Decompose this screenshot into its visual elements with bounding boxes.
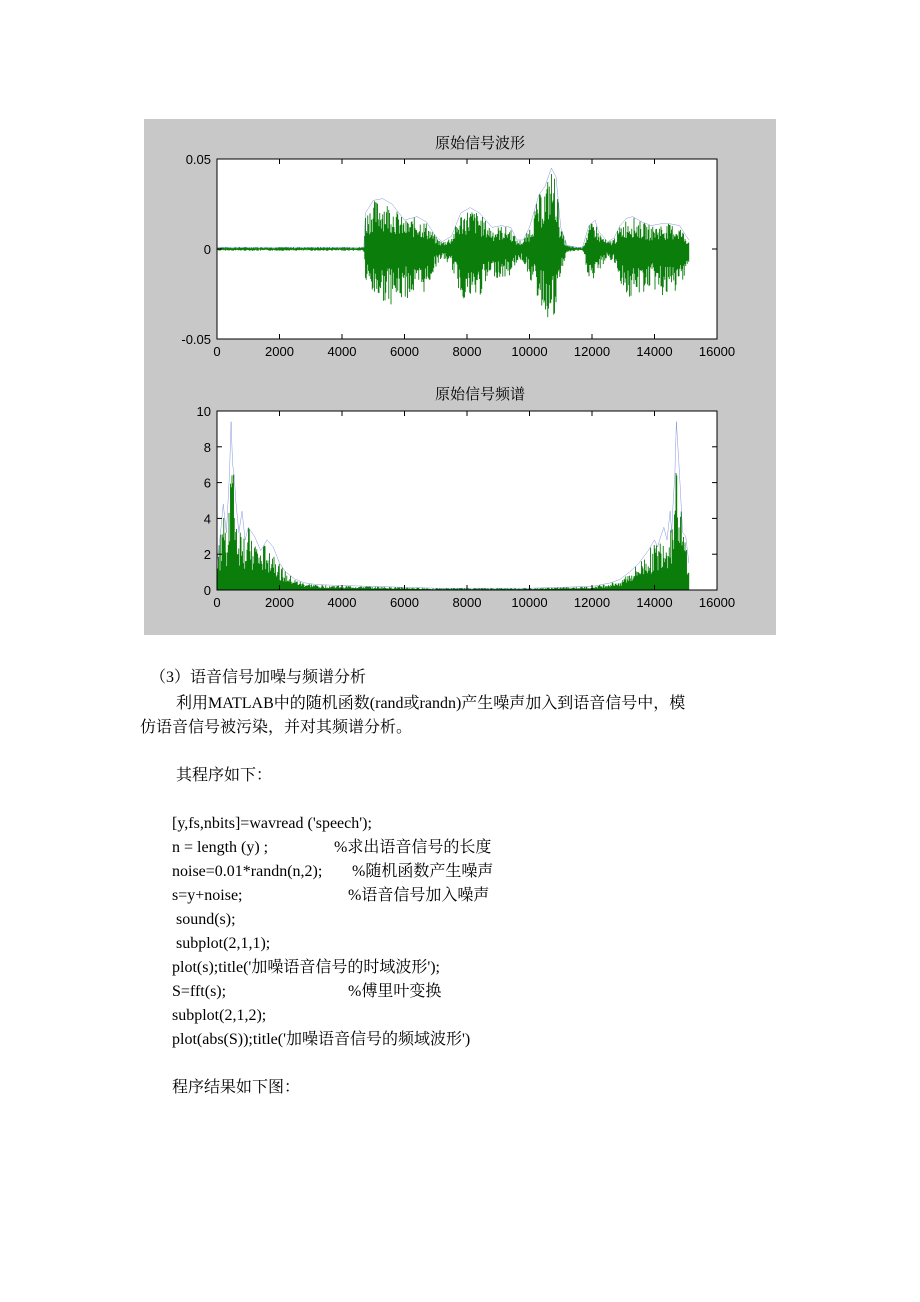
y-tick-label: 8 [203, 439, 211, 455]
matlab-figure [144, 119, 776, 635]
x-tick-label: 12000 [573, 344, 611, 359]
x-tick-label: 12000 [573, 595, 611, 610]
y-tick-label: 4 [203, 511, 211, 527]
code-line [172, 982, 470, 1006]
y-tick-label: 10 [196, 404, 211, 419]
code-text: S=fft(s); [172, 983, 227, 1000]
y-tick-label: 0.05 [185, 152, 211, 167]
code-text: plot(abs(S));title('加噪语音信号的频域波形') [172, 1031, 471, 1048]
y-tick-label: -0.05 [181, 332, 211, 347]
program-intro: 其程序如下： [176, 767, 273, 784]
x-tick-label: 6000 [390, 344, 419, 359]
code-comment: %傅里叶变换 [348, 983, 442, 1000]
x-tick-label: 14000 [636, 595, 673, 610]
code-line [172, 886, 490, 910]
code-line [172, 838, 492, 862]
waveform-subplot [181, 134, 735, 359]
x-tick-label: 0 [213, 344, 221, 359]
code-line [172, 910, 470, 934]
x-tick-label: 10000 [511, 595, 548, 610]
code-text: [y,fs,nbits]=wavread ('speech'); [172, 815, 372, 832]
code-line [172, 1006, 470, 1030]
chart-title: 原始信号波形 [434, 134, 526, 152]
y-tick-label: 2 [203, 547, 211, 563]
code-line [172, 814, 470, 838]
paragraph-line-1: 利用MATLAB中的随机函数(rand或randn)产生噪声加入到语音信号中，模 [176, 695, 686, 712]
code-text: subplot(2,1,1); [172, 935, 271, 952]
x-tick-label: 4000 [327, 595, 357, 610]
code-line [172, 862, 494, 886]
result-caption: 程序结果如下图： [172, 1079, 301, 1096]
code-comment: %随机函数产生噪声 [352, 863, 494, 880]
chart-title: 原始信号频谱 [434, 385, 526, 403]
section-heading: （3）语音信号加噪与频谱分析 [150, 669, 367, 686]
code-line [172, 958, 470, 982]
x-tick-label: 4000 [327, 344, 357, 359]
y-tick-label: 0 [203, 242, 211, 257]
x-tick-label: 2000 [265, 344, 294, 359]
code-comment: %语音信号加入噪声 [348, 887, 490, 904]
y-tick-label: 6 [203, 475, 211, 491]
paragraph-line-2: 仿语音信号被污染，并对其频谱分析。 [140, 719, 413, 736]
code-text: n = length (y) ; [172, 839, 269, 856]
code-text: subplot(2,1,2); [172, 1007, 267, 1024]
x-tick-label: 8000 [452, 595, 482, 610]
code-text: sound(s); [172, 911, 236, 928]
code-listing [172, 814, 494, 1054]
x-tick-label: 8000 [452, 344, 482, 359]
x-tick-label: 16000 [698, 595, 736, 610]
plot-area [217, 411, 717, 590]
x-tick-label: 6000 [390, 595, 419, 610]
code-comment: %求出语音信号的长度 [334, 839, 492, 856]
x-tick-label: 14000 [636, 344, 673, 359]
code-text: plot(s);title('加噪语音信号的时域波形'); [172, 959, 440, 976]
x-tick-label: 0 [213, 595, 221, 610]
code-line [172, 1030, 470, 1054]
y-tick-label: 0 [203, 583, 211, 598]
code-line [172, 934, 470, 958]
x-tick-label: 2000 [265, 595, 294, 610]
x-tick-label: 16000 [698, 344, 736, 359]
code-text: noise=0.01*randn(n,2); [172, 863, 323, 880]
spectrum-subplot [197, 385, 736, 610]
figure-canvas [144, 119, 776, 635]
code-text: s=y+noise; [172, 887, 243, 904]
x-tick-label: 10000 [511, 344, 548, 359]
